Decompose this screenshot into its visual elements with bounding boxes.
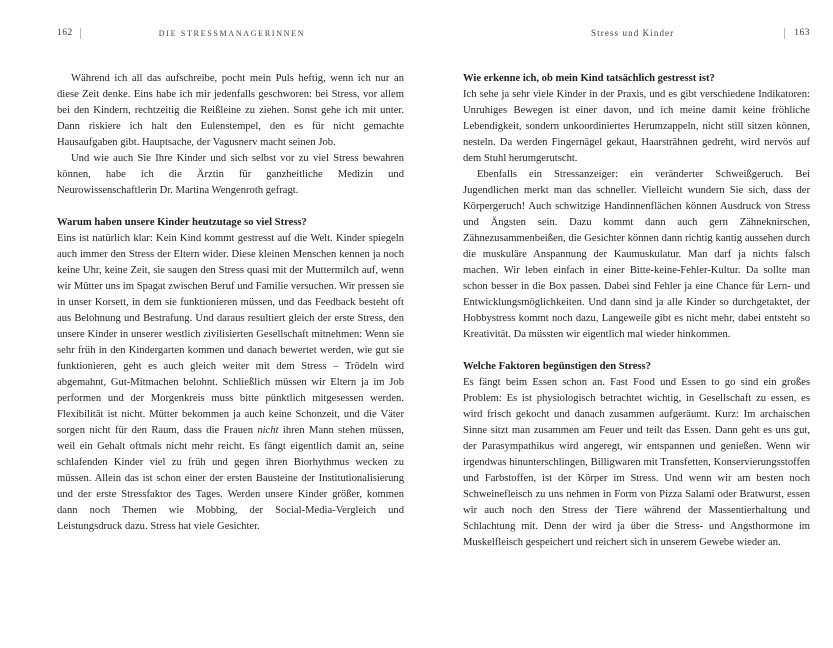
body-paragraph: Ebenfalls ein Stressanzeiger: ein veränderter Schweißgeruch. Bei Jugendlichen merkt man das schneller. Vielleicht wundern Sie sich, dass der Körpergeruch! Auch schwitzige Handinnenflächen können Ausdruck von Stress und Ängsten sein. Dazu kommt dann auch gern Zähneknirschen, Zähnezusammenbeißen, die Gesichter können dann richtig kantig aussehen durch die muskuläre Anspannung der Kaumuskulatur. Man darf ja nichts falsch machen. Wir leben einfach in einer Bitte-keine-Fehler-Kultur. Da sollte man schon besser in die Box passen. Dabei sind Fehler ja eine Chance für Lern- und Entwicklungsmöglichkeiten. Und dann sind ja alle Kinder so durchgetaktet, der Hobbystress kommt noch dazu, Langeweile gibt es nicht mehr, dabei entsteht so Kreativität. Da müssten wir eigentlich mal wieder hinkommen. (463, 169, 810, 340)
page-right (463, 26, 810, 648)
section-heading: Warum haben unsere Kinder heutzutage so viel Stress? (57, 217, 307, 228)
page-header-right (463, 26, 810, 40)
emphasized-text: nicht (257, 425, 279, 436)
running-head-right: Stress und Kinder (591, 28, 675, 38)
page-left (57, 26, 404, 648)
body-paragraph (57, 231, 404, 535)
body-paragraph: Es fängt beim Essen schon an. Fast Food und Essen to go sind ein großes Problem: Es ist physiologisch betrachtet wichtig, in Gesellschaft zu essen, es wird frisch gekocht und danach zusammen aufgeräumt. Kurz: Im archaischen Sinne sitzt man zusammen am Feuer und teilt das Essen. Dann geht es uns gut, der Parasympathikus wird angeregt, wir entspannen und genießen. Wenn wir irgendwas hinunterschlingen, Billigwaren mit Transfetten, Konservierungsstoffen und Farbstoffen, ist der Körper im Stress. Und wenn wir am besten noch Schweinefleisch zu uns nehmen in Form von Pizza Salami oder Bratwurst, essen wir auch noch den Stress der Tiere während der Massentierhaltung und Schlachtung mit. Denn der wird ja über die Stress- und Angsthormone im Muskelfleisch gespeichert und reichert sich in unserem Gewebe wieder an. (463, 377, 810, 548)
running-head-left: DIE STRESSMANAGERINNEN (158, 28, 306, 38)
page-number-left: 162 (57, 28, 73, 38)
header-divider (784, 28, 785, 39)
body-paragraph: Während ich all das aufschreibe, pocht mein Puls heftig, wenn ich nur an diese Zeit denke. Eins habe ich mir jedenfalls geschworen: bei Stress, vor allem bei den Kindern, rechtzeitig die Reißleine zu ziehen. Sonst gehe ich mit unter. Dann riskiere ich halt den Eulenstempel, den es für nicht gemachte Hausaufgaben gibt. Hauptsache, der Vagusnerv macht seinen Job. (57, 73, 404, 148)
page-number-right: 163 (794, 28, 810, 38)
page-body-left (57, 71, 404, 535)
body-paragraph: Ich sehe ja sehr viele Kinder in der Praxis, und es gibt verschiedene Indikatoren: Unruhiges Bewegen ist einer davon, und ich meine damit keine fröhliche Lebendigkeit, sondern unkoordiniertes Herumzappeln, nicht still sitzen können, nesteln. Da werden Fingernägel gekaut, Haarsträhnen gedreht, wird nervös auf dem Stuhl herumgerutscht. (463, 89, 810, 164)
section-heading: Wie erkenne ich, ob mein Kind tatsächlich gestresst ist? (463, 73, 715, 84)
body-paragraph: Und wie auch Sie Ihre Kinder und sich selbst vor zu viel Stress bewahren können, habe ich die Ärztin für ganzheitliche Medizin und Neurowissenschaftlerin Dr. Martina Wengenroth gefragt. (57, 153, 404, 196)
text-segment: ihren Mann stehen müssen, weil ein Gehalt oftmals nicht mehr reicht. Es fängt eigentlich damit an, seine schlafenden Kinder viel zu früh und gegen ihren Biorhythmus wecken zu müssen. Allein das ist schon einer der ersten Bausteine der Institutionalisierung und der erste Stressfaktor des Tages. Werden unsere Kinder größer, kommen dann noch Themen wie Mobbing, der Social-Media-Vergleich und Leistungsdruck dazu. Stress hat viele Gesichter. (57, 425, 404, 532)
page-header-left (57, 26, 404, 40)
page-body-right (463, 71, 810, 551)
section-heading: Welche Faktoren begünstigen den Stress? (463, 361, 651, 372)
header-divider (80, 28, 81, 39)
text-segment: Eins ist natürlich klar: Kein Kind kommt gestresst auf die Welt. Kinder spiegeln auch immer den Stress der Eltern wider. Diese kleinen Menschen kennen ja noch keine Uhr, keine Zeit, sie saugen den Stress quasi mit der Muttermilch auf, wenn wir Mütter uns im Spagat zwischen Beruf und Familie versuchen. Wir pressen sie in unser Korsett, in dem sie funktionieren müssen, und das Feedback besteht oft aus Belohnung und Bestrafung. Und daraus resultiert gleich der erste Stress, den unsere Kinder in unserer westlich zivilisierten Gesellschaft mitnehmen: Wenn sie sehr früh in den Kindergarten kommen und danach bewertet werden, wie gut sie funktionieren, geht es auch gleich weiter mit dem Stress – Trödeln wird abgemahnt, Gut-Mitmachen belohnt. Schließlich müssen wir Eltern ja im Job performen und der Morgenkreis muss bitte pünktlich mitgesessen werden. Flexibilität ist nicht. Mütter bekommen ja auch keine Schonzeit, und die Väter sorgen nicht für den Raum, dass die Frauen (57, 233, 404, 436)
